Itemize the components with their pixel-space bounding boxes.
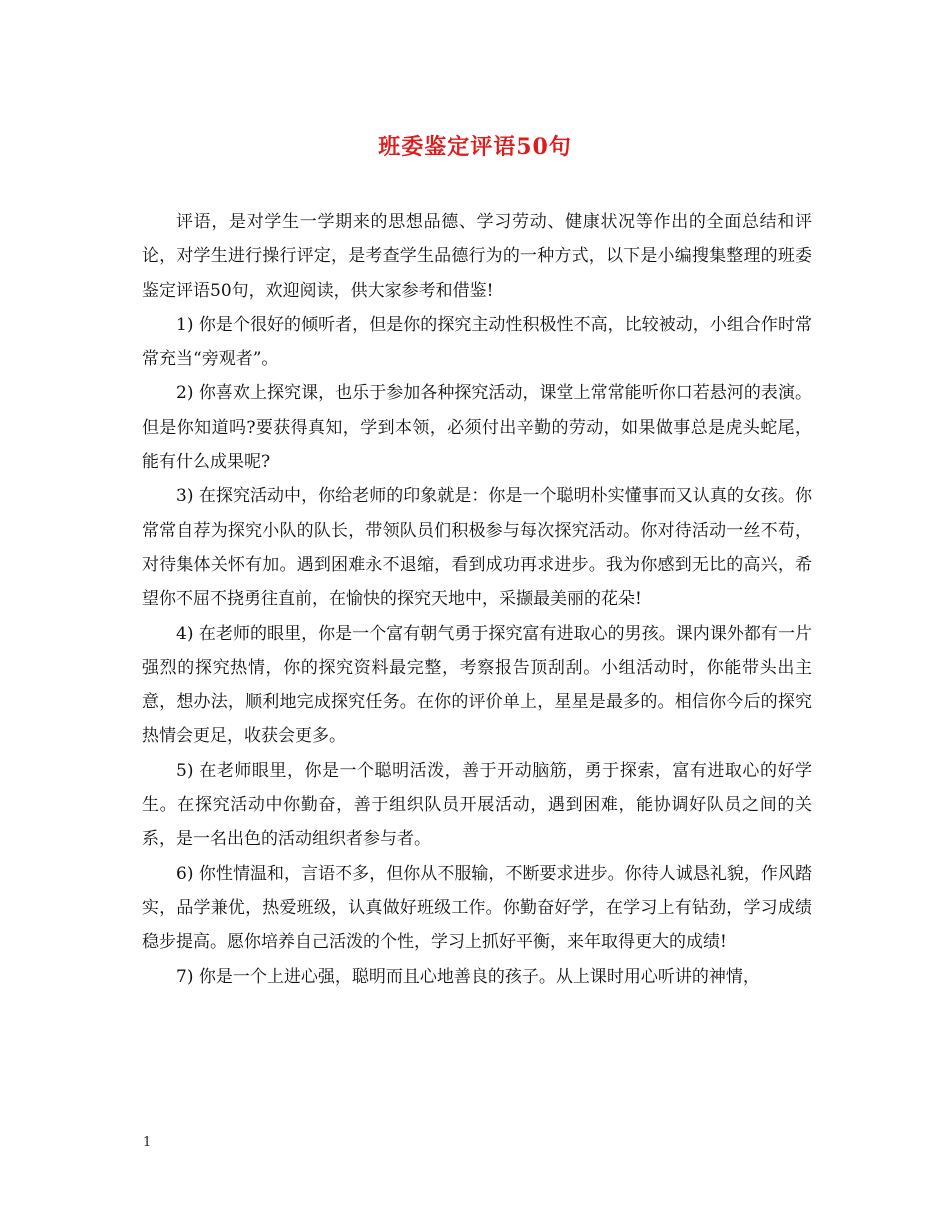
- comment-paragraph-4: 4) 在老师的眼里，你是一个富有朝气勇于探究富有进取心的男孩。课内课外都有一片强烈的探究热情，你的探究资料最完整，考察报告顶刮刮。小组活动时，你能带头出主意，想办法，顺利地完成探究任务。在你的评价单上，星星是最多的。相信你今后的探究热情会更足，收获会更多。: [142, 623, 812, 747]
- comment-paragraph-3: 3) 在探究活动中，你给老师的印象就是：你是一个聪明朴实懂事而又认真的女孩。你常常自荐为探究小队的队长，带领队员们积极参与每次探究活动。你对待活动一丝不苟，对待集体关怀有加。遇到困难永不退缩，看到成功再求进步。我为你感到无比的高兴，希望你不屈不挠勇往直前，在愉快的探究天地中，采撷最美丽的花朵!: [142, 486, 812, 610]
- document-body: [142, 205, 812, 994]
- comment-paragraph-5: 5) 在老师眼里，你是一个聪明活泼，善于开动脑筋，勇于探索，富有进取心的好学生。在探究活动中你勤奋，善于组织队员开展活动，遇到困难，能协调好队员之间的关系，是一名出色的活动组织者参与者。: [142, 760, 812, 850]
- comment-paragraph-1: 1) 你是个很好的倾听者，但是你的探究主动性积极性不高，比较被动，小组合作时常常充当“旁观者”。: [142, 314, 812, 370]
- intro-paragraph: 评语，是对学生一学期来的思想品德、学习劳动、健康状况等作出的全面总结和评论，对学生进行操行评定，是考查学生品德行为的一种方式，以下是小编搜集整理的班委鉴定评语50句，欢迎阅读，供大家参考和借鉴!: [142, 212, 812, 301]
- document-title: 班委鉴定评语50句: [378, 134, 572, 160]
- comment-paragraph-7: 7) 你是一个上进心强，聪明而且心地善良的孩子。从上课时用心听讲的神情，: [176, 966, 760, 987]
- page-number: 1: [143, 1135, 152, 1150]
- comment-paragraph-6: 6) 你性情温和，言语不多，但你从不服输，不断要求进步。你待人诚恳礼貌，作风踏实，品学兼优，热爱班级，认真做好班级工作。你勤奋好学，在学习上有钻劲，学习成绩稳步提高。愿你培养自己活泼的个性，学习上抓好平衡，来年取得更大的成绩!: [142, 863, 812, 953]
- comment-paragraph-2: 2) 你喜欢上探究课，也乐于参加各种探究活动，课堂上常常能听你口若悬河的表演。但是你知道吗?要获得真知，学到本领，必须付出辛勤的劳动，如果做事总是虎头蛇尾，能有什么成果呢?: [142, 383, 812, 473]
